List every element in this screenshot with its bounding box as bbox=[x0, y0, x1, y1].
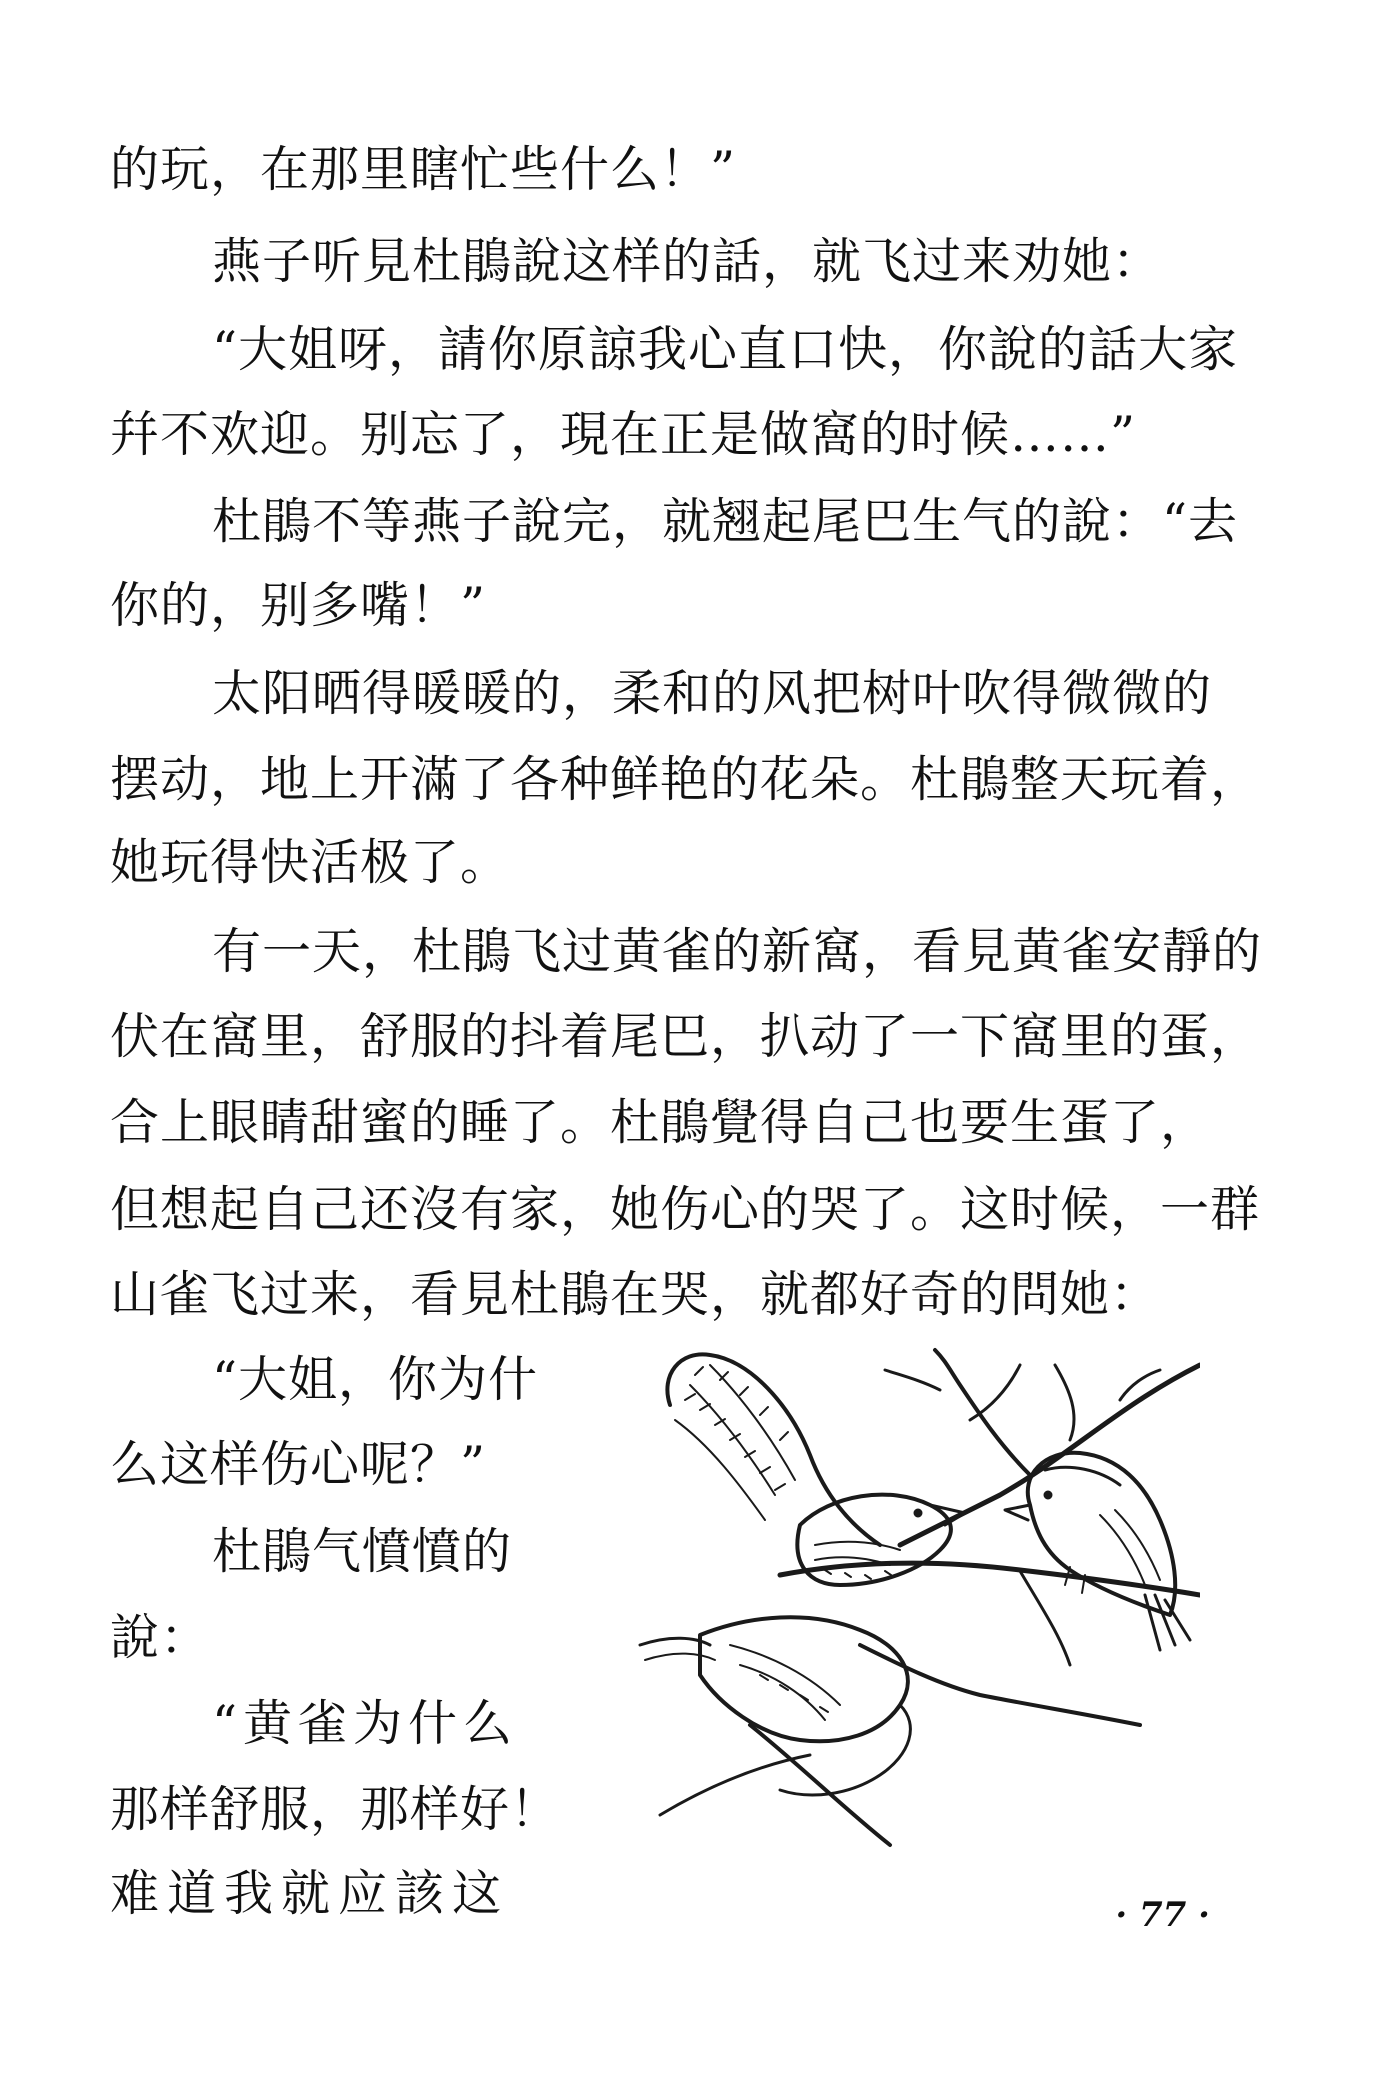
text-line-14: 山雀飞过来，看見杜鵑在哭，就都好奇的問她： bbox=[110, 1266, 1161, 1323]
birds-illustration bbox=[600, 1345, 1200, 1865]
text-line-7: 太阳晒得暖暖的，柔和的风把树叶吹得微微的 bbox=[212, 665, 1213, 722]
text-line-1: 的玩，在那里瞎忙些什么！” bbox=[110, 141, 737, 198]
page-number: · 77 · bbox=[1115, 1895, 1210, 1935]
text-line-9: 她玩得快活极了。 bbox=[110, 834, 511, 891]
side-text-line-4: 說： bbox=[110, 1609, 211, 1666]
text-line-13: 但想起自己还沒有家，她伤心的哭了。这时候，一群 bbox=[110, 1181, 1261, 1238]
text-line-12: 合上眼睛甜蜜的睡了。杜鵑覺得自己也要生蛋了， bbox=[110, 1094, 1211, 1151]
text-line-5: 杜鵑不等燕子說完，就翘起尾巴生气的說：“去 bbox=[212, 493, 1239, 550]
text-line-8: 摆动，地上开滿了各种鲜艳的花朵。杜鵑整天玩着， bbox=[110, 751, 1261, 808]
side-text-line-3: 杜鵑气憤憤的 bbox=[212, 1523, 513, 1580]
text-line-3: “大姐呀，請你原諒我心直口快，你說的話大家 bbox=[212, 321, 1239, 378]
side-text-line-2: 么这样伤心呢？” bbox=[110, 1436, 487, 1493]
side-text-line-1: “大姐，你为什 bbox=[212, 1351, 539, 1408]
text-line-11: 伏在窩里，舒服的抖着尾巴，扒动了一下窩里的蛋， bbox=[110, 1008, 1261, 1065]
text-line-10: 有一天，杜鵑飞过黄雀的新窩，看見黄雀安靜的 bbox=[212, 923, 1263, 980]
side-text-line-5: “黄雀为什么 bbox=[212, 1695, 519, 1752]
text-line-6: 你的，别多嘴！” bbox=[110, 577, 487, 634]
text-line-4: 幷不欢迎。别忘了，現在正是做窩的时候……” bbox=[110, 406, 1137, 463]
side-text-line-7: 难道我就应該这 bbox=[110, 1865, 510, 1922]
side-text-line-6: 那样舒服，那样好！ bbox=[110, 1781, 561, 1838]
text-line-2: 燕子听見杜鵑說这样的話，就飞过来劝她： bbox=[212, 233, 1163, 290]
